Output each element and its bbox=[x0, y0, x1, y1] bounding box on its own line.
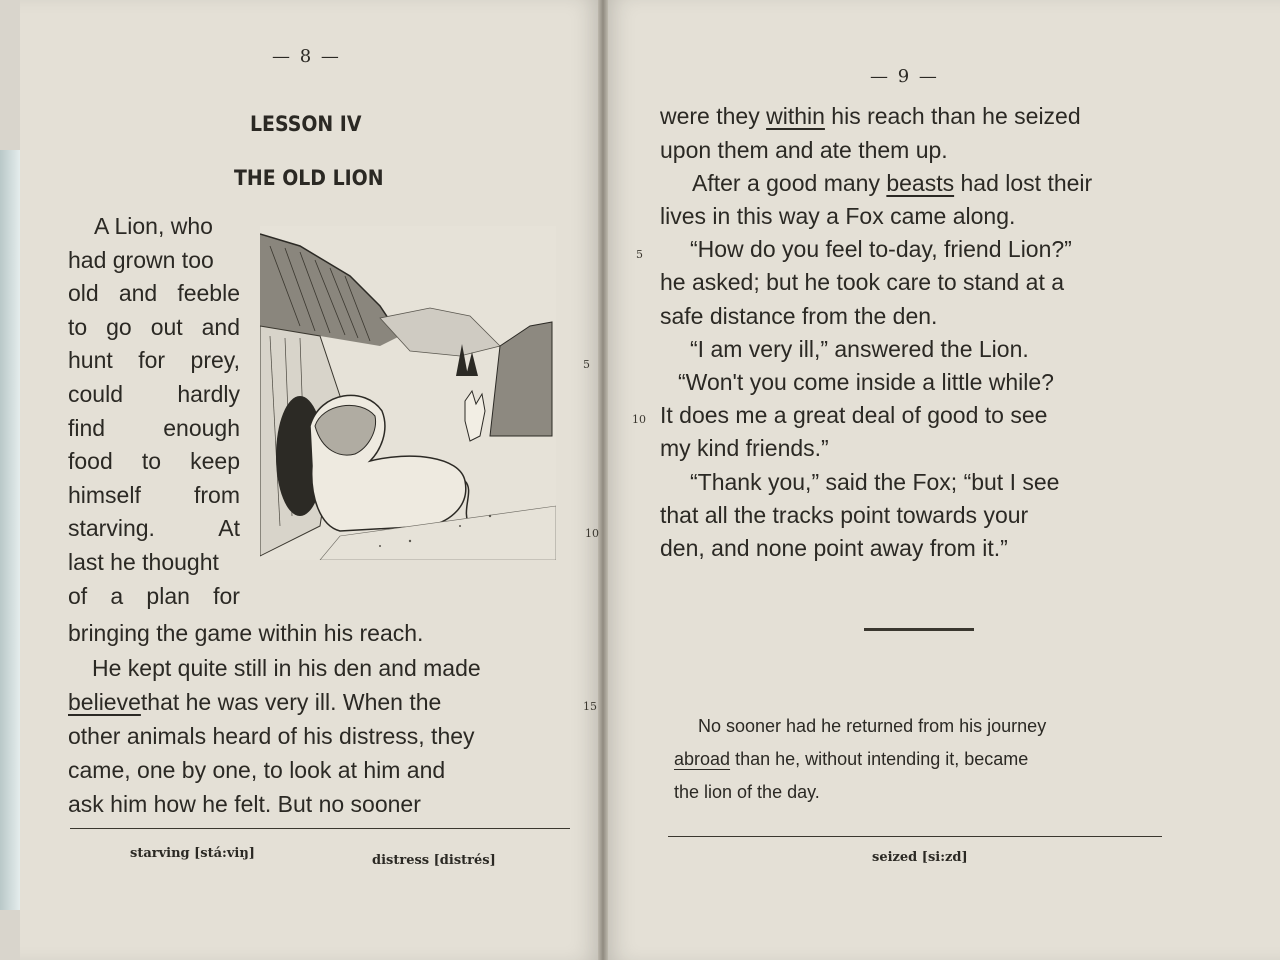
word: feeble bbox=[177, 280, 240, 307]
word: go bbox=[106, 313, 132, 340]
footnote-rule bbox=[70, 828, 570, 829]
word: A Lion, who bbox=[94, 213, 213, 239]
word: and bbox=[201, 313, 240, 340]
wrapped-text-line bbox=[68, 445, 240, 479]
wrapped-text-line bbox=[68, 479, 240, 513]
word: plan bbox=[146, 582, 190, 609]
page-number-right: — 9 — bbox=[870, 66, 939, 87]
text-line: “I am very ill,” answered the Lion. bbox=[690, 336, 1029, 362]
text-line: He kept quite still in his den and made bbox=[92, 655, 481, 681]
lion-illustration bbox=[260, 226, 556, 560]
word: enough bbox=[163, 414, 240, 441]
book-gutter bbox=[598, 0, 608, 960]
underlined-word: within bbox=[766, 103, 825, 129]
wrapped-text-line bbox=[68, 244, 240, 278]
usage-note bbox=[674, 710, 1158, 809]
underlined-word: beasts bbox=[886, 170, 955, 196]
text-line: “Won't you come inside a little while? bbox=[678, 369, 1054, 395]
text-segment: After a good many bbox=[692, 170, 887, 196]
word: food bbox=[68, 448, 113, 475]
text-line: that all the tracks point towards your bbox=[660, 502, 1029, 528]
text-line: lives in this way a Fox came along. bbox=[660, 203, 1016, 229]
underlined-word: believe bbox=[68, 689, 141, 715]
text-line: den, and none point away from it.” bbox=[660, 535, 1008, 561]
text-line-rest: that he was very ill. When the bbox=[140, 689, 442, 715]
text-segment: were they bbox=[660, 103, 767, 129]
word: At bbox=[218, 515, 240, 542]
wrapped-text-line bbox=[68, 378, 240, 412]
text-line bbox=[660, 167, 1092, 201]
line-number: 15 bbox=[583, 700, 597, 713]
underlined-word: abroad bbox=[674, 749, 731, 769]
line-number: 5 bbox=[583, 358, 590, 371]
wrapped-text-line bbox=[68, 412, 240, 446]
footnote-starving: starving [stá:viŋ] bbox=[130, 846, 255, 861]
wrapped-text-line bbox=[68, 311, 240, 345]
word: for bbox=[138, 347, 166, 374]
wrapped-text-line bbox=[68, 580, 240, 614]
text-line bbox=[68, 686, 565, 720]
text-line: he asked; but he took care to stand at a bbox=[660, 269, 1065, 295]
word: hardly bbox=[177, 381, 240, 407]
word: find bbox=[68, 414, 106, 441]
word: had grown too bbox=[68, 246, 214, 273]
word: could bbox=[68, 381, 123, 407]
wrapped-text-line bbox=[94, 210, 240, 244]
text-line: my kind friends.” bbox=[660, 435, 829, 461]
text-line: “Thank you,” said the Fox; “but I see bbox=[690, 469, 1060, 495]
text-line: “How do you feel to-day, friend Lion?” bbox=[690, 236, 1072, 262]
word: last he thought bbox=[68, 549, 219, 575]
text-line: bringing the game within his reach. bbox=[68, 620, 424, 646]
note-line: the lion of the day. bbox=[674, 782, 820, 802]
footnote-seized: seized [si:zd] bbox=[872, 850, 968, 865]
note-line: No sooner had he returned from his journey bbox=[698, 716, 1047, 736]
text-line bbox=[660, 100, 1160, 134]
word: for bbox=[213, 582, 240, 609]
word: himself bbox=[68, 481, 141, 508]
page-number-left: — 8 — bbox=[272, 46, 341, 67]
wrapped-text-line bbox=[68, 512, 240, 546]
word: prey, bbox=[190, 347, 240, 374]
text-line: came, one by one, to look at him and bbox=[68, 757, 446, 783]
wrapped-text-line bbox=[68, 277, 240, 311]
text-line: ask him how he felt. But no sooner bbox=[68, 791, 421, 817]
wrapped-text-line bbox=[68, 546, 240, 580]
word: starving. bbox=[68, 515, 155, 542]
line-number: 5 bbox=[636, 248, 643, 261]
word: to bbox=[141, 448, 162, 475]
text-segment: his reach than he seized bbox=[824, 103, 1081, 129]
word: keep bbox=[190, 448, 240, 475]
text-line: upon them and ate them up. bbox=[660, 137, 948, 163]
word: old bbox=[68, 280, 99, 307]
footnote-distress: distress [distrés] bbox=[372, 853, 496, 868]
word: hunt bbox=[68, 347, 113, 374]
word: of bbox=[68, 582, 88, 609]
word: a bbox=[110, 582, 124, 609]
line-number: 10 bbox=[632, 413, 646, 426]
word: out bbox=[150, 313, 183, 340]
note-segment: than he, without intending it, became bbox=[730, 749, 1029, 769]
footnote-rule bbox=[668, 836, 1162, 837]
lesson-heading: LESSON IV bbox=[250, 112, 362, 136]
word: from bbox=[194, 481, 240, 508]
note-line bbox=[674, 743, 1158, 776]
wrapped-text-line bbox=[68, 344, 240, 378]
line-number: 10 bbox=[585, 527, 599, 540]
story-title: THE OLD LION bbox=[234, 166, 384, 190]
text-line: other animals heard of his distress, they bbox=[68, 723, 475, 749]
text-line: safe distance from the den. bbox=[660, 303, 938, 329]
text-line: It does me a great deal of good to see bbox=[660, 402, 1048, 428]
section-divider bbox=[864, 628, 974, 631]
text-segment: had lost their bbox=[954, 170, 1093, 196]
word: and bbox=[118, 280, 158, 307]
word: to bbox=[68, 313, 88, 340]
